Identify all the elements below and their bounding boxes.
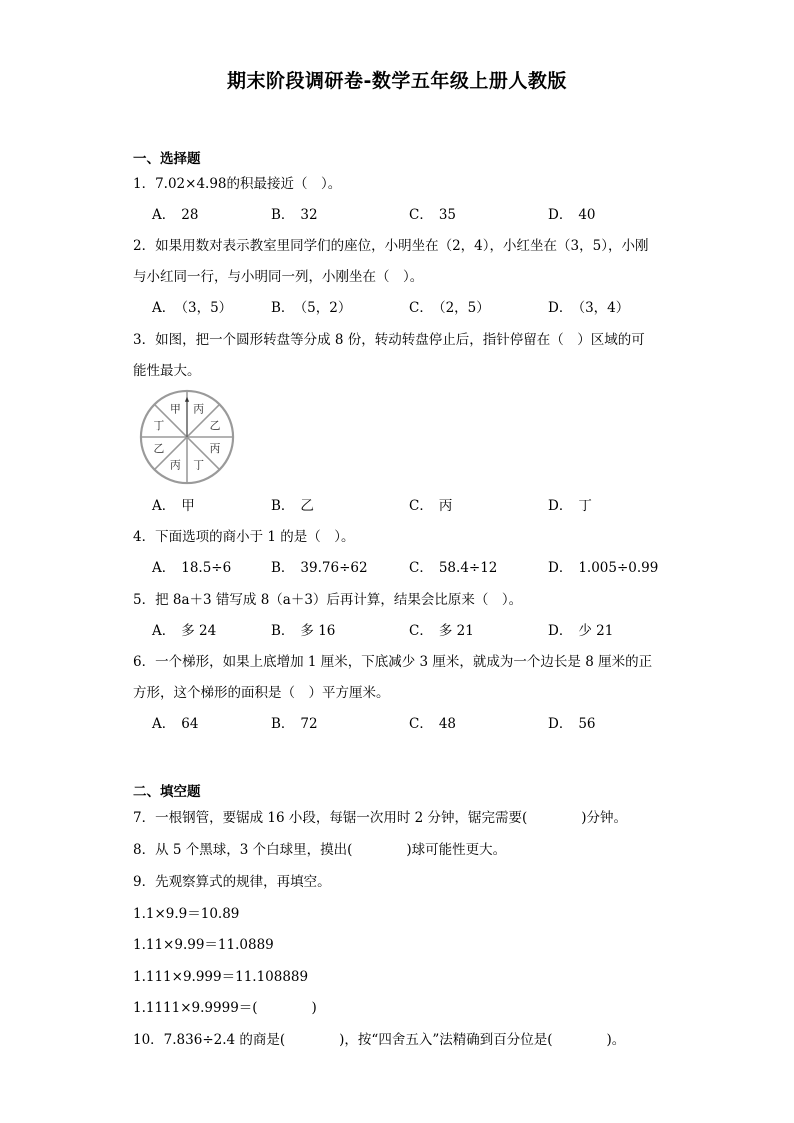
q5-option-d: D． 少 21 <box>548 623 614 639</box>
q3-option-a: A． 甲 <box>152 498 195 514</box>
q4-option-c: C． 58.4÷12 <box>409 560 498 576</box>
question-2-text-line2: 与小红同一行，与小明同一列，小刚坐在（ ）。 <box>133 269 424 285</box>
equation-line-4: 1.1111×9.9999＝( ) <box>133 1000 317 1016</box>
question-10-text: 10．7.836÷2.4 的商是( )，按“四舍五入”法精确到百分位是( )。 <box>133 1032 626 1048</box>
wheel-sector-label: 丙 <box>193 402 205 416</box>
q5-option-c: C． 多 21 <box>409 623 474 639</box>
question-3-text-line2: 能性最大。 <box>133 363 201 379</box>
wheel-sector-label: 丙 <box>169 458 181 472</box>
question-9-text: 9．先观察算式的规律，再填空。 <box>133 874 331 890</box>
question-7-text: 7．一根钢管，要锯成 16 小段，每锯一次用时 2 分钟，锯完需要( )分钟。 <box>133 810 628 826</box>
spinner-wheel-figure <box>138 388 236 486</box>
q2-option-b: B． （5，2） <box>271 300 352 316</box>
q1-option-a: A． 28 <box>152 207 199 223</box>
q2-option-d: D． （3，4） <box>548 300 630 316</box>
question-2-text-line1: 2．如果用数对表示教室里同学们的座位，小明坐在（2，4），小红坐在（3，5），小刚 <box>133 238 649 254</box>
question-5-text: 5．把 8a＋3 错写成 8（a＋3）后再计算，结果会比原来（ ）。 <box>133 592 523 608</box>
q6-option-b: B． 72 <box>271 716 318 732</box>
q3-option-c: C． 丙 <box>409 498 453 514</box>
wheel-sector-label: 乙 <box>209 418 221 432</box>
q1-option-b: B． 32 <box>271 207 318 223</box>
q6-option-d: D． 56 <box>548 716 596 732</box>
question-6-text-line2: 方形，这个梯形的面积是（ ）平方厘米。 <box>133 685 390 701</box>
section-heading-fill-in: 二、填空题 <box>133 784 201 800</box>
q2-option-c: C． （2，5） <box>409 300 490 316</box>
q5-option-a: A． 多 24 <box>152 623 217 639</box>
q3-option-b: B． 乙 <box>271 498 314 514</box>
q1-option-d: D． 40 <box>548 207 596 223</box>
q5-option-b: B． 多 16 <box>271 623 336 639</box>
wheel-sector-label: 丁 <box>153 418 165 432</box>
q6-option-a: A． 64 <box>152 716 199 732</box>
q2-option-a: A． （3，5） <box>152 300 233 316</box>
equation-line-2: 1.11×9.99＝11.0889 <box>133 937 274 953</box>
section-heading-choice: 一、选择题 <box>133 151 201 167</box>
q3-option-d: D． 丁 <box>548 498 592 514</box>
q1-option-c: C． 35 <box>409 207 457 223</box>
q4-option-d: D． 1.005÷0.99 <box>548 560 659 576</box>
wheel-sector-label: 丁 <box>193 458 205 472</box>
q4-option-a: A． 18.5÷6 <box>152 560 232 576</box>
wheel-sector-label: 乙 <box>153 442 165 456</box>
q4-option-b: B． 39.76÷62 <box>271 560 368 576</box>
wheel-sector-label: 甲 <box>169 402 181 416</box>
page-title: 期末阶段调研卷-数学五年级上册人教版 <box>227 70 567 92</box>
wheel-sector-label: 丙 <box>209 442 221 456</box>
question-6-text-line1: 6．一个梯形，如果上底增加 1 厘米，下底减少 3 厘米，就成为一个边长是 8 厘米的正 <box>133 654 653 670</box>
question-4-text: 4．下面选项的商小于 1 的是（ ）。 <box>133 529 355 545</box>
question-1-text: 1．7.02×4.98的积最接近（ ）。 <box>133 176 342 192</box>
q6-option-c: C． 48 <box>409 716 457 732</box>
question-8-text: 8．从 5 个黑球，3 个白球里，摸出( )球可能性更大。 <box>133 842 507 858</box>
question-3-text-line1: 3．如图，把一个圆形转盘等分成 8 份，转动转盘停止后，指针停留在（ ）区域的可 <box>133 332 645 348</box>
equation-line-3: 1.111×9.999＝11.108889 <box>133 969 309 985</box>
equation-line-1: 1.1×9.9＝10.89 <box>133 906 240 922</box>
